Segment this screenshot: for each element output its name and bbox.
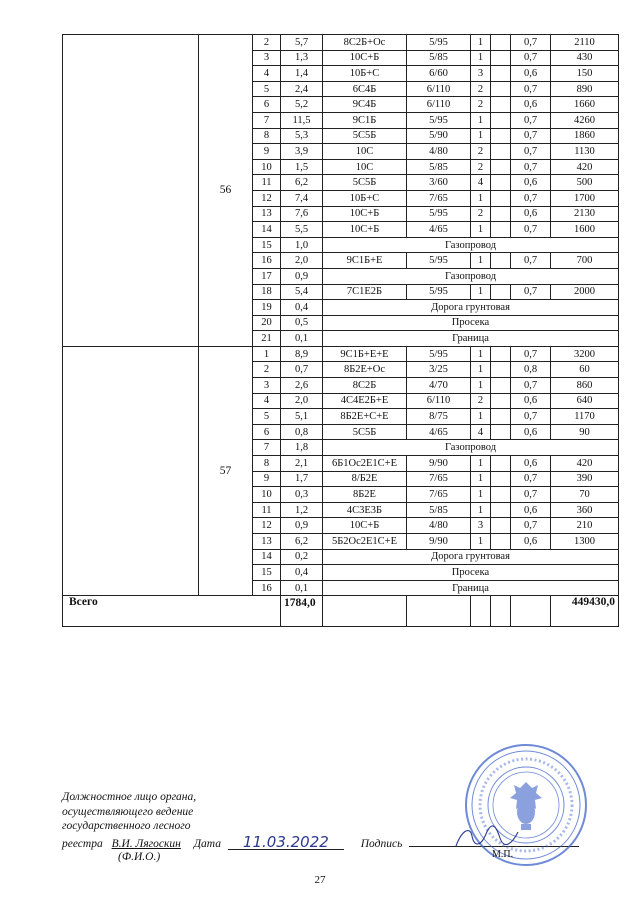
blank-cell <box>491 66 511 82</box>
class-cell: 1 <box>471 502 491 518</box>
blank-cell <box>491 518 511 534</box>
density-cell: 0,7 <box>511 346 551 362</box>
blank-cell <box>491 284 511 300</box>
land-category-cell: Дорога грунтовая <box>323 300 619 316</box>
composition-cell: 9С1Б <box>323 112 407 128</box>
density-cell: 0,6 <box>511 424 551 440</box>
stock-cell: 420 <box>551 159 619 175</box>
blank-cell <box>491 175 511 191</box>
vydel-number: 19 <box>253 300 281 316</box>
density-cell: 0,7 <box>511 518 551 534</box>
composition-cell: 9С1Б+Е+Е <box>323 346 407 362</box>
class-cell: 1 <box>471 456 491 472</box>
blank-cell <box>491 112 511 128</box>
vydel-number: 9 <box>253 471 281 487</box>
land-category-cell: Граница <box>323 331 619 347</box>
kvartal-number: 57 <box>199 346 253 596</box>
area-cell: 2,1 <box>281 456 323 472</box>
blank-cell <box>63 346 199 596</box>
bonitet-cell: 9/90 <box>407 534 471 550</box>
blank-cell <box>491 409 511 425</box>
density-cell: 0,8 <box>511 362 551 378</box>
bonitet-cell: 4/65 <box>407 222 471 238</box>
composition-cell: 5С5Б <box>323 424 407 440</box>
composition-cell: 10С+Б <box>323 50 407 66</box>
composition-cell: 5С5Б <box>323 175 407 191</box>
area-cell: 0,9 <box>281 518 323 534</box>
vydel-number: 17 <box>253 268 281 284</box>
vydel-number: 15 <box>253 565 281 581</box>
blank-cell <box>491 456 511 472</box>
bonitet-cell: 3/60 <box>407 175 471 191</box>
official-line-3: государственного лесного <box>62 820 191 832</box>
blank-cell <box>491 393 511 409</box>
class-cell: 1 <box>471 378 491 394</box>
area-cell: 6,2 <box>281 534 323 550</box>
class-cell: 2 <box>471 81 491 97</box>
stock-cell: 210 <box>551 518 619 534</box>
blank-cell <box>511 596 551 627</box>
composition-cell: 4С3Е3Б <box>323 502 407 518</box>
bonitet-cell: 5/95 <box>407 253 471 269</box>
area-cell: 7,4 <box>281 190 323 206</box>
density-cell: 0,6 <box>511 534 551 550</box>
vydel-number: 8 <box>253 456 281 472</box>
bonitet-cell: 6/110 <box>407 81 471 97</box>
bonitet-cell: 5/95 <box>407 284 471 300</box>
class-cell: 1 <box>471 362 491 378</box>
stamp-place-label: М.П. <box>492 849 514 860</box>
blank-cell <box>63 35 199 347</box>
stock-cell: 3200 <box>551 346 619 362</box>
class-cell: 1 <box>471 409 491 425</box>
blank-cell <box>491 50 511 66</box>
area-cell: 1,3 <box>281 50 323 66</box>
bonitet-cell: 5/95 <box>407 35 471 51</box>
vydel-number: 7 <box>253 440 281 456</box>
official-block <box>62 790 196 834</box>
class-cell: 2 <box>471 393 491 409</box>
class-cell: 4 <box>471 175 491 191</box>
class-cell: 1 <box>471 253 491 269</box>
stock-cell: 1700 <box>551 190 619 206</box>
bonitet-cell: 5/85 <box>407 50 471 66</box>
class-cell: 4 <box>471 424 491 440</box>
density-cell: 0,7 <box>511 222 551 238</box>
vydel-number: 11 <box>253 502 281 518</box>
blank-cell <box>491 487 511 503</box>
class-cell: 1 <box>471 50 491 66</box>
land-category-cell: Дорога грунтовая <box>323 549 619 565</box>
vydel-number: 14 <box>253 549 281 565</box>
composition-cell: 10С+Б <box>323 206 407 222</box>
land-category-cell: Просека <box>323 315 619 331</box>
composition-cell: 5Б2Ос2Е1С+Е <box>323 534 407 550</box>
area-cell: 1,4 <box>281 66 323 82</box>
stock-cell: 1130 <box>551 144 619 160</box>
vydel-number: 5 <box>253 81 281 97</box>
composition-cell: 8С2Б <box>323 378 407 394</box>
blank-cell <box>491 534 511 550</box>
stock-cell: 2000 <box>551 284 619 300</box>
area-cell: 0,5 <box>281 315 323 331</box>
blank-cell <box>491 253 511 269</box>
stock-cell: 90 <box>551 424 619 440</box>
density-cell: 0,7 <box>511 144 551 160</box>
bonitet-cell: 5/95 <box>407 206 471 222</box>
area-cell: 0,3 <box>281 487 323 503</box>
blank-cell <box>491 596 511 627</box>
area-cell: 2,0 <box>281 393 323 409</box>
class-cell: 1 <box>471 471 491 487</box>
density-cell: 0,7 <box>511 112 551 128</box>
composition-cell: 6С4Б <box>323 81 407 97</box>
density-cell: 0,7 <box>511 487 551 503</box>
composition-cell: 5С5Б <box>323 128 407 144</box>
vydel-number: 18 <box>253 284 281 300</box>
official-line-2: осуществляющего ведение <box>62 805 194 818</box>
stock-cell: 70 <box>551 487 619 503</box>
vydel-number: 1 <box>253 346 281 362</box>
blank-cell <box>491 190 511 206</box>
class-cell: 2 <box>471 97 491 113</box>
stock-cell: 1860 <box>551 128 619 144</box>
area-cell: 6,2 <box>281 175 323 191</box>
vydel-number: 4 <box>253 66 281 82</box>
class-cell: 1 <box>471 487 491 503</box>
density-cell: 0,7 <box>511 284 551 300</box>
blank-cell <box>407 596 471 627</box>
blank-cell <box>491 362 511 378</box>
fio-caption: (Ф.И.О.) <box>118 851 161 863</box>
composition-cell: 7С1Е2Б <box>323 284 407 300</box>
class-cell: 2 <box>471 144 491 160</box>
class-cell: 1 <box>471 112 491 128</box>
vydel-number: 3 <box>253 378 281 394</box>
blank-cell <box>491 502 511 518</box>
density-cell: 0,7 <box>511 190 551 206</box>
composition-cell: 8Б2Е+С+Е <box>323 409 407 425</box>
area-cell: 1,7 <box>281 471 323 487</box>
area-cell: 1,0 <box>281 237 323 253</box>
vydel-number: 10 <box>253 159 281 175</box>
density-cell: 0,6 <box>511 502 551 518</box>
bonitet-cell: 6/110 <box>407 393 471 409</box>
date-label: Дата <box>193 838 221 850</box>
area-cell: 7,6 <box>281 206 323 222</box>
bonitet-cell: 3/25 <box>407 362 471 378</box>
bonitet-cell: 5/95 <box>407 346 471 362</box>
composition-cell: 9С1Б+Е <box>323 253 407 269</box>
blank-cell <box>491 206 511 222</box>
stock-cell: 360 <box>551 502 619 518</box>
class-cell: 2 <box>471 206 491 222</box>
stock-cell: 700 <box>551 253 619 269</box>
density-cell: 0,6 <box>511 393 551 409</box>
vydel-number: 16 <box>253 580 281 596</box>
vydel-number: 4 <box>253 393 281 409</box>
date-value: 11.03.2022 <box>228 835 344 850</box>
composition-cell: 10Б+С <box>323 190 407 206</box>
bonitet-cell: 6/60 <box>407 66 471 82</box>
area-cell: 3,9 <box>281 144 323 160</box>
stock-cell: 1300 <box>551 534 619 550</box>
composition-cell: 10С <box>323 144 407 160</box>
stock-cell: 1600 <box>551 222 619 238</box>
blank-cell <box>491 222 511 238</box>
stock-cell: 150 <box>551 66 619 82</box>
area-cell: 8,9 <box>281 346 323 362</box>
reestr-label: реестра <box>62 838 103 850</box>
stock-cell: 2130 <box>551 206 619 222</box>
density-cell: 0,7 <box>511 253 551 269</box>
vydel-number: 16 <box>253 253 281 269</box>
vydel-number: 15 <box>253 237 281 253</box>
bonitet-cell: 4/80 <box>407 144 471 160</box>
area-cell: 2,6 <box>281 378 323 394</box>
area-cell: 5,5 <box>281 222 323 238</box>
page-number: 27 <box>314 874 326 886</box>
stock-cell: 860 <box>551 378 619 394</box>
class-cell: 1 <box>471 190 491 206</box>
blank-cell <box>491 35 511 51</box>
blank-cell <box>471 596 491 627</box>
land-category-cell: Газопровод <box>323 237 619 253</box>
vydel-number: 6 <box>253 97 281 113</box>
land-category-cell: Газопровод <box>323 268 619 284</box>
table-row <box>63 35 619 51</box>
density-cell: 0,7 <box>511 81 551 97</box>
composition-cell: 10С+Б <box>323 518 407 534</box>
area-cell: 5,7 <box>281 35 323 51</box>
forest-register-table <box>62 34 619 627</box>
vydel-number: 14 <box>253 222 281 238</box>
total-row <box>63 596 619 627</box>
composition-cell: 8С2Б+Ос <box>323 35 407 51</box>
class-cell: 1 <box>471 284 491 300</box>
stock-cell: 890 <box>551 81 619 97</box>
composition-cell: 8/Б2Е <box>323 471 407 487</box>
blank-cell <box>491 81 511 97</box>
blank-cell <box>323 596 407 627</box>
composition-cell: 6Б1Ос2Е1С+Е <box>323 456 407 472</box>
vydel-number: 20 <box>253 315 281 331</box>
density-cell: 0,7 <box>511 378 551 394</box>
stock-cell: 2110 <box>551 35 619 51</box>
vydel-number: 13 <box>253 206 281 222</box>
density-cell: 0,7 <box>511 409 551 425</box>
signature-label: Подпись <box>360 838 403 850</box>
blank-cell <box>491 159 511 175</box>
area-cell: 0,8 <box>281 424 323 440</box>
total-area: 1784,0 <box>281 596 323 627</box>
kvartal-number: 56 <box>199 35 253 347</box>
land-category-cell: Газопровод <box>323 440 619 456</box>
bonitet-cell: 5/85 <box>407 159 471 175</box>
area-cell: 2,4 <box>281 81 323 97</box>
density-cell: 0,7 <box>511 35 551 51</box>
area-cell: 0,4 <box>281 565 323 581</box>
area-cell: 11,5 <box>281 112 323 128</box>
bonitet-cell: 6/110 <box>407 97 471 113</box>
composition-cell: 4С4Е2Б+Е <box>323 393 407 409</box>
area-cell: 1,2 <box>281 502 323 518</box>
stock-cell: 500 <box>551 175 619 191</box>
area-cell: 0,9 <box>281 268 323 284</box>
composition-cell: 10Б+С <box>323 66 407 82</box>
composition-cell: 8Б2Е <box>323 487 407 503</box>
density-cell: 0,6 <box>511 97 551 113</box>
bonitet-cell: 7/65 <box>407 190 471 206</box>
density-cell: 0,6 <box>511 66 551 82</box>
stock-cell: 4260 <box>551 112 619 128</box>
official-line-1: Должностное лицо органа, <box>62 791 197 803</box>
density-cell: 0,7 <box>511 50 551 66</box>
blank-cell <box>491 471 511 487</box>
vydel-number: 21 <box>253 331 281 347</box>
total-label: Всего <box>63 596 281 627</box>
density-cell: 0,6 <box>511 175 551 191</box>
blank-cell <box>491 346 511 362</box>
class-cell: 1 <box>471 35 491 51</box>
vydel-number: 2 <box>253 35 281 51</box>
bonitet-cell: 4/65 <box>407 424 471 440</box>
density-cell: 0,7 <box>511 159 551 175</box>
blank-cell <box>491 97 511 113</box>
density-cell: 0,7 <box>511 128 551 144</box>
bonitet-cell: 4/70 <box>407 378 471 394</box>
area-cell: 1,5 <box>281 159 323 175</box>
vydel-number: 11 <box>253 175 281 191</box>
class-cell: 3 <box>471 66 491 82</box>
vydel-number: 12 <box>253 518 281 534</box>
vydel-number: 2 <box>253 362 281 378</box>
area-cell: 1,8 <box>281 440 323 456</box>
official-name: В.И. Лягоскин <box>111 838 181 850</box>
area-cell: 2,0 <box>281 253 323 269</box>
vydel-number: 6 <box>253 424 281 440</box>
vydel-number: 12 <box>253 190 281 206</box>
area-cell: 5,2 <box>281 97 323 113</box>
area-cell: 5,1 <box>281 409 323 425</box>
vydel-number: 13 <box>253 534 281 550</box>
bonitet-cell: 7/65 <box>407 471 471 487</box>
stock-cell: 420 <box>551 456 619 472</box>
vydel-number: 8 <box>253 128 281 144</box>
composition-cell: 10С <box>323 159 407 175</box>
area-cell: 5,3 <box>281 128 323 144</box>
class-cell: 1 <box>471 222 491 238</box>
area-cell: 0,1 <box>281 331 323 347</box>
stock-cell: 1170 <box>551 409 619 425</box>
area-cell: 5,4 <box>281 284 323 300</box>
vydel-number: 7 <box>253 112 281 128</box>
handwritten-signature <box>452 822 522 850</box>
bonitet-cell: 5/90 <box>407 128 471 144</box>
blank-cell <box>491 378 511 394</box>
class-cell: 1 <box>471 128 491 144</box>
vydel-number: 5 <box>253 409 281 425</box>
vydel-number: 10 <box>253 487 281 503</box>
table-row <box>63 346 619 362</box>
composition-cell: 8Б2Е+Ос <box>323 362 407 378</box>
blank-cell <box>491 128 511 144</box>
density-cell: 0,6 <box>511 456 551 472</box>
bonitet-cell: 4/80 <box>407 518 471 534</box>
total-sum: 449430,0 <box>551 596 619 627</box>
land-category-cell: Граница <box>323 580 619 596</box>
stock-cell: 390 <box>551 471 619 487</box>
density-cell: 0,7 <box>511 471 551 487</box>
bonitet-cell: 9/90 <box>407 456 471 472</box>
bonitet-cell: 8/75 <box>407 409 471 425</box>
class-cell: 3 <box>471 518 491 534</box>
bonitet-cell: 5/85 <box>407 502 471 518</box>
vydel-number: 9 <box>253 144 281 160</box>
class-cell: 2 <box>471 159 491 175</box>
class-cell: 1 <box>471 346 491 362</box>
bonitet-cell: 7/65 <box>407 487 471 503</box>
area-cell: 0,1 <box>281 580 323 596</box>
stock-cell: 60 <box>551 362 619 378</box>
land-category-cell: Просека <box>323 565 619 581</box>
area-cell: 0,7 <box>281 362 323 378</box>
blank-cell <box>491 144 511 160</box>
stock-cell: 430 <box>551 50 619 66</box>
composition-cell: 10С+Б <box>323 222 407 238</box>
stock-cell: 640 <box>551 393 619 409</box>
stock-cell: 1660 <box>551 97 619 113</box>
bonitet-cell: 5/95 <box>407 112 471 128</box>
blank-cell <box>491 424 511 440</box>
composition-cell: 9С4Б <box>323 97 407 113</box>
vydel-number: 3 <box>253 50 281 66</box>
density-cell: 0,6 <box>511 206 551 222</box>
class-cell: 1 <box>471 534 491 550</box>
area-cell: 0,2 <box>281 549 323 565</box>
area-cell: 0,4 <box>281 300 323 316</box>
